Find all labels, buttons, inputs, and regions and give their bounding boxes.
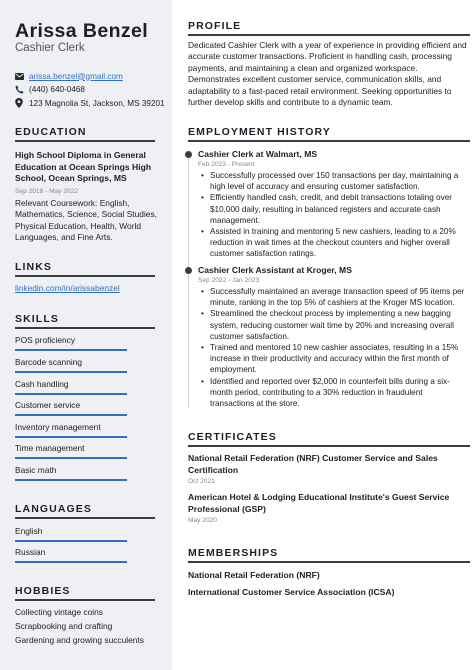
email-link[interactable]: arissa.benzel@gmail.com — [29, 71, 123, 81]
skill-bar-fill — [15, 371, 127, 373]
membership-item: National Retail Federation (NRF) — [188, 570, 320, 580]
timeline-dot — [185, 267, 192, 274]
skill-bar-track — [15, 349, 127, 351]
job-entry — [198, 149, 468, 260]
skill-item — [15, 443, 160, 453]
job-bullet: • Identified and reported over $2,000 in counterfeit bills during a six-month period, contributing to a 30% reduction in fraudulent transactions at the store. — [198, 376, 468, 410]
skill-item — [15, 465, 160, 475]
mail-icon — [15, 71, 27, 81]
skill-item — [15, 422, 160, 432]
contact-address — [15, 97, 170, 109]
job-date: Feb 2023 - Present — [198, 161, 255, 168]
job-title: Cashier Clerk at Walmart, MS — [198, 149, 318, 159]
job-bullets — [198, 170, 468, 260]
skill-label: Time management — [15, 443, 85, 453]
skill-label: Basic math — [15, 465, 57, 475]
hobbies-divider — [15, 599, 155, 601]
education-degree: High School Diploma in General Education at Ocean Springs High School, Ocean Springs, MS — [15, 150, 152, 183]
profile-summary: Dedicated Cashier Clerk with a year of experience in providing efficient and accurate customer transactions. Proficient in handling cash, processing payments, and maintaining a clean and organized workspace. Demonstrates excellent customer service, communication skills, and adaptability to a fast-paced retail environment. Seeking opportunities to further develop skills and contribute to a dynamic team. — [188, 40, 467, 108]
links-divider — [15, 275, 155, 277]
skill-label: Barcode scanning — [15, 357, 83, 367]
skill-bar-fill — [15, 436, 127, 438]
certificate-name: National Retail Federation (NRF) Customer Service and Sales Certification — [188, 453, 438, 475]
linkedin-link[interactable]: linkedin.com/in/arissabenzel — [15, 283, 120, 293]
skill-label: Cash handling — [15, 379, 69, 389]
job-bullet: • Streamlined the checkout process by implementing a new bagging system, reducing customer wait time by 20% and increasing overall customer satisfaction. — [198, 308, 468, 342]
skill-bar-fill — [15, 479, 127, 481]
job-entry — [198, 265, 468, 409]
education-heading: EDUCATION — [15, 126, 87, 138]
skill-bar-track — [15, 393, 127, 395]
job-bullets — [198, 286, 468, 409]
contact-phone — [15, 84, 170, 96]
language-item — [15, 547, 160, 557]
language-item — [15, 526, 160, 536]
certificates-heading: CERTIFICATES — [188, 431, 277, 443]
certificate-date: May 2020 — [188, 517, 217, 525]
job-bullet: • Trained and mentored 10 new cashier associates, resulting in a 15% increase in their productivity and accuracy within the first month of employment. — [198, 342, 468, 376]
skill-label: Inventory management — [15, 422, 101, 432]
certificate-entry — [188, 453, 458, 485]
phone-icon — [15, 85, 27, 95]
skill-bar-track — [15, 457, 127, 459]
skill-bar-track — [15, 414, 127, 416]
language-bar-fill — [15, 561, 127, 563]
membership-item: International Customer Service Association (ICSA) — [188, 587, 395, 597]
skill-label: POS proficiency — [15, 335, 76, 345]
certificate-name: American Hotel & Lodging Educational Institute's Guest Service Professional (GSP) — [188, 492, 450, 514]
hobby-item: Gardening and growing succulents — [15, 635, 144, 645]
contact-list — [15, 70, 170, 111]
education-date: Sep 2018 - May 2022 — [15, 187, 79, 195]
language-label: Russian — [15, 547, 46, 557]
skill-item — [15, 335, 160, 345]
skills-heading: SKILLS — [15, 313, 59, 325]
certificates-divider — [188, 445, 470, 447]
hobbies-heading: HOBBIES — [15, 585, 71, 597]
job-bullet: • Successfully maintained an average transaction speed of 95 items per minute, ranking in the top 5% of cashiers at the Kroger MS location. — [198, 286, 468, 308]
skill-bar-fill — [15, 393, 127, 395]
education-coursework: Relevant Coursework: English, Mathematics, Science, Social Studies, Physical Education, Health, World Languages, and Fine Arts. — [15, 197, 157, 243]
skill-bar-track — [15, 436, 127, 438]
skills-divider — [15, 327, 155, 329]
skill-bar-fill — [15, 457, 127, 459]
location-pin-icon — [15, 98, 27, 108]
job-date: Sep 2022 - Jan 2023 — [198, 277, 260, 284]
candidate-title: Cashier Clerk — [15, 42, 85, 54]
certificate-date: Oct 2021 — [188, 478, 215, 486]
address: 123 Magnolia St, Jackson, MS 39201 — [29, 98, 165, 108]
hobby-item: Collecting vintage coins — [15, 607, 103, 617]
memberships-divider — [188, 561, 470, 563]
hobby-item: Scrapbooking and crafting — [15, 621, 113, 631]
sidebar — [0, 0, 172, 670]
languages-divider — [15, 517, 155, 519]
education-entry — [15, 150, 165, 244]
language-bar-track — [15, 540, 127, 542]
languages-heading: LANGUAGES — [15, 503, 92, 515]
main-content — [172, 0, 474, 670]
skill-bar-fill — [15, 414, 127, 416]
profile-divider — [188, 34, 470, 36]
language-bar-fill — [15, 540, 127, 542]
skill-item — [15, 379, 160, 389]
candidate-name: Arissa Benzel — [15, 20, 149, 42]
employment-timeline — [188, 156, 189, 408]
job-title: Cashier Clerk Assistant at Kroger, MS — [198, 265, 352, 275]
job-bullet: • Assisted in training and mentoring 5 new cashiers, leading to a 20% reduction in wait times at the checkout counters and higher overall customer satisfaction ratings. — [198, 226, 468, 260]
skill-item — [15, 357, 160, 367]
job-bullet: • Efficiently handled cash, credit, and debit transactions totaling over $10,000 daily, resulting in balanced registers and accurate cash management. — [198, 192, 468, 226]
links-heading: LINKS — [15, 261, 52, 273]
certificate-entry — [188, 492, 458, 524]
contact-email — [15, 70, 170, 82]
profile-heading: PROFILE — [188, 20, 242, 32]
timeline-dot — [185, 151, 192, 158]
skill-bar-track — [15, 371, 127, 373]
employment-heading: EMPLOYMENT HISTORY — [188, 126, 331, 138]
skill-bar-fill — [15, 349, 127, 351]
job-bullet: • Successfully processed over 150 transactions per day, maintaining a high level of accuracy and ensuring customer satisfaction. — [198, 170, 468, 192]
phone-number: (440) 640-0468 — [29, 85, 85, 94]
language-bar-track — [15, 561, 127, 563]
language-label: English — [15, 526, 43, 536]
skill-item — [15, 400, 160, 410]
employment-divider — [188, 140, 470, 142]
memberships-heading: MEMBERSHIPS — [188, 547, 279, 559]
education-divider — [15, 140, 155, 142]
skill-label: Customer service — [15, 400, 81, 410]
skill-bar-track — [15, 479, 127, 481]
